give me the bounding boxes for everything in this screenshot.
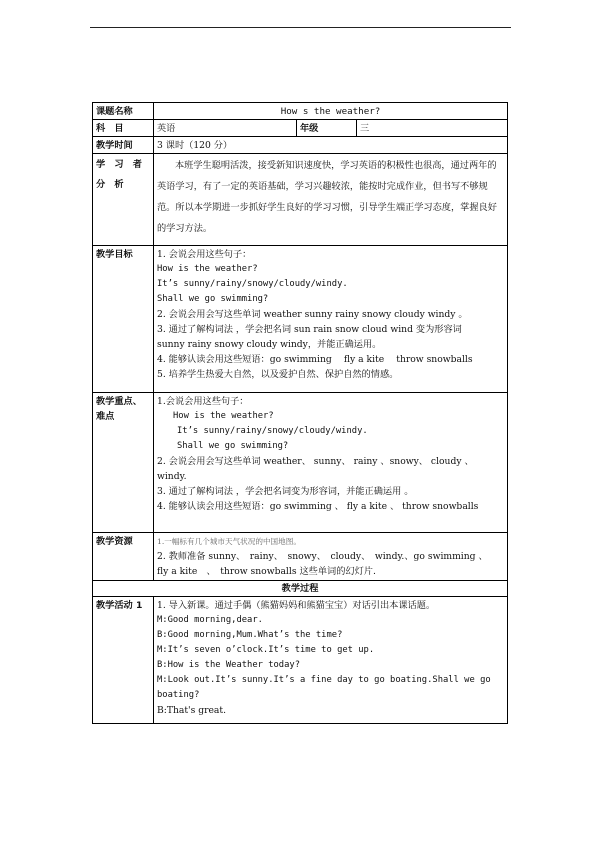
learner-label: 学 习 者 分 析 xyxy=(93,154,154,246)
grade-label: 年级 xyxy=(297,120,357,137)
goal-line: 1. 会说会用这些句子： xyxy=(157,249,252,260)
key-point-line: How is the weather? xyxy=(173,411,274,421)
activity-line: M:It’s seven o’clock.It’s time to get up. xyxy=(157,645,375,655)
activity-line: B:Good morning,Mum.What’s the time? xyxy=(157,630,343,640)
process-title-row xyxy=(93,581,508,597)
key-point-line: 3. 通过了解构词法 ，学会把名词变为形容词，并能正确运用 。 xyxy=(157,486,414,497)
resources-row xyxy=(93,533,508,581)
activity-line: 1. 导入新课。通过手偶（熊猫妈妈和熊猫宝宝）对话引出本课话题。 xyxy=(157,600,436,611)
time-row xyxy=(93,137,508,154)
resource-line: fly a kite 、 throw snowballs 这些单词的幻灯片. xyxy=(157,566,376,577)
goal-line: 4. 能够认读会用这些短语：go swimming fly a kite throw snowballs xyxy=(157,354,473,365)
time-value: 3 课时（120 分） xyxy=(154,137,508,154)
activity-line: boating? xyxy=(157,690,200,700)
learner-row xyxy=(93,154,508,246)
learner-analysis-text: 本班学生聪明活泼，接受新知识速度快，学习英语的积极性也很高，通过两年的英语学习，有了一定的英语基础，学习兴趣较浓，能按时完成作业，但书写不够规范。所以本学期进一步抓好学生良好的学习习惯，引导学生端正学习态度，掌握良好的学习方法。 xyxy=(157,160,497,234)
activity-label: 教学活动 1 xyxy=(93,597,154,724)
process-title: 教学过程 xyxy=(93,581,508,597)
goal-line: sunny rainy snowy cloudy windy，并能正确运用。 xyxy=(157,339,382,350)
key-point-line: 1.会说会用这些句子： xyxy=(157,396,249,407)
goal-line: How is the weather? xyxy=(157,264,258,274)
activity-line: B:That's great. xyxy=(157,705,227,716)
key-points-label: 教学重点、难点 xyxy=(93,393,154,533)
header-rule xyxy=(90,27,511,28)
subject-label: 科 目 xyxy=(93,120,154,137)
resource-line: 2. 教师准备 sunny、 rainy、 snowy、 cloudy、 windy.、go swimming 、 xyxy=(157,551,488,562)
goal-line: Shall we go swimming? xyxy=(157,294,269,304)
activity-line: B:How is the Weather today? xyxy=(157,660,300,670)
key-points-row xyxy=(93,393,508,533)
topic-value: How s the weather? xyxy=(154,103,508,120)
key-point-line: windy. xyxy=(157,471,187,482)
key-point-line: 2. 会说会用会写这些单词 weather、 sunny、 rainy 、snowy、 cloudy 、 xyxy=(157,456,474,467)
topic-row xyxy=(93,103,508,120)
key-point-line: It’s sunny/rainy/snowy/cloudy/windy. xyxy=(177,426,368,436)
topic-label: 课题名称 xyxy=(93,103,154,120)
subject-value: 英语 xyxy=(154,120,297,137)
lesson-plan-table xyxy=(92,102,508,724)
resources-label: 教学资源 xyxy=(93,533,154,581)
subject-row xyxy=(93,120,508,137)
activity-row xyxy=(93,597,508,724)
activity-line: M:Good morning,dear. xyxy=(157,615,263,625)
time-label: 教学时间 xyxy=(93,137,154,154)
goal-line: 3. 通过了解构词法 ，学会把名词 sun rain snow cloud wind 变为形容词 xyxy=(157,324,462,335)
goal-line: 2. 会说会用会写这些单词 weather sunny rainy snowy cloudy windy 。 xyxy=(157,309,468,320)
resource-line: 1.一幅标有几个城市天气状况的中国地图。 xyxy=(157,537,301,546)
key-point-line: 4. 能够认读会用这些短语：go swimming 、 fly a kite 、 throw snowballs xyxy=(157,501,479,512)
key-point-line: Shall we go swimming? xyxy=(177,441,289,451)
grade-value: 三 xyxy=(357,120,508,137)
goal-line: 5. 培养学生热爱大自然，以及爱护自然、保护自然的情感。 xyxy=(157,369,399,380)
activity-line: M:Look out.It’s sunny.It’s a fine day to go boating.Shall we go xyxy=(157,675,491,685)
goals-label: 教学目标 xyxy=(93,246,154,393)
goals-row xyxy=(93,246,508,393)
goal-line: It’s sunny/rainy/snowy/cloudy/windy. xyxy=(157,279,348,289)
